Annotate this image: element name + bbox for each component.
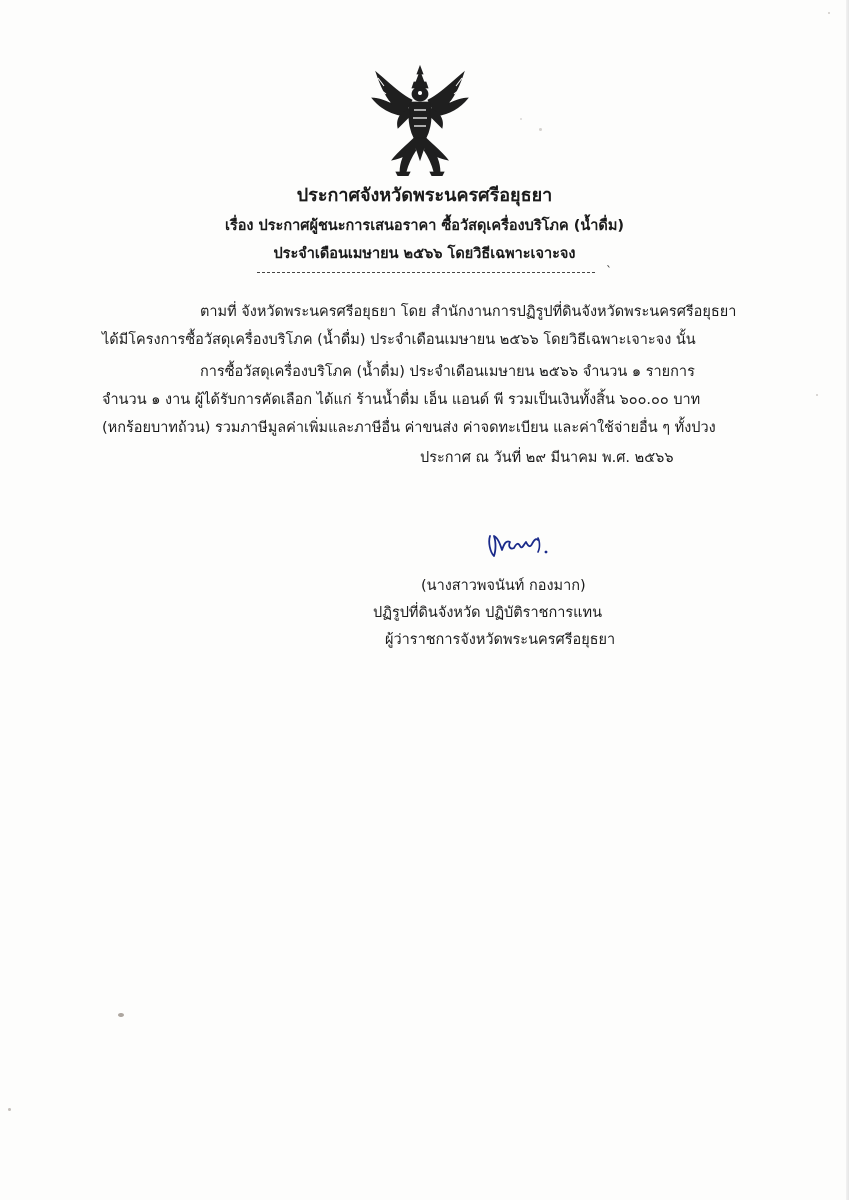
handwritten-signature xyxy=(484,528,554,560)
announcement-date: ประกาศ ณ วันที่ ๒๙ มีนาคม พ.ศ. ๒๕๖๖ xyxy=(420,450,674,466)
document-period: ประจำเดือนเมษายน ๒๕๖๖ โดยวิธีเฉพาะเจาะจง xyxy=(273,246,576,262)
scan-speck xyxy=(816,394,818,396)
scan-speck xyxy=(828,12,830,14)
signatory-position-line-2: ผู้ว่าราชการจังหวัดพระนครศรีอยุธยา xyxy=(385,632,616,648)
header-divider xyxy=(257,272,595,273)
garuda-emblem-icon xyxy=(370,64,470,176)
paragraph-2-line-2: จำนวน ๑ งาน ผู้ได้รับการคัดเลือก ได้แก่ ร้านน้ำดื่ม เอ็น แอนด์ พี รวมเป็นเงินทั้งสิ้น ๖๐๐.๐๐ บาท xyxy=(102,392,701,408)
scan-speck xyxy=(118,1013,124,1017)
signatory-name: (นางสาวพจนันท์ กองมาก) xyxy=(421,578,586,594)
divider-mark: ` xyxy=(606,264,612,278)
document-title: ประกาศจังหวัดพระนครศรีอยุธยา xyxy=(296,185,553,206)
paragraph-1-line-2: ได้มีโครงการซื้อวัสดุเครื่องบริโภค (น้ำดื่ม) ประจำเดือนเมษายน ๒๕๖๖ โดยวิธีเฉพาะเจาะจง นั้น xyxy=(102,332,696,348)
scan-speck xyxy=(520,118,522,120)
signatory-position-line-1: ปฏิรูปที่ดินจังหวัด ปฏิบัติราชการแทน xyxy=(373,605,602,621)
paragraph-2-line-3: (หกร้อยบาทถ้วน) รวมภาษีมูลค่าเพิ่มและภาษีอื่น ค่าขนส่ง ค่าจดทะเบียน และค่าใช้จ่ายอื่น ๆ ทั้งปวง xyxy=(102,420,716,436)
paragraph-1-line-1: ตามที่ จังหวัดพระนครศรีอยุธยา โดย สำนักงานการปฏิรูปที่ดินจังหวัดพระนครศรีอยุธยา xyxy=(200,304,737,320)
scan-speck xyxy=(539,128,542,131)
document-subject: เรื่อง ประกาศผู้ชนะการเสนอราคา ซื้อวัสดุเครื่องบริโภค (น้ำดื่ม) xyxy=(224,218,625,234)
scan-speck xyxy=(8,1108,11,1111)
paragraph-2-line-1: การซื้อวัสดุเครื่องบริโภค (น้ำดื่ม) ประจำเดือนเมษายน ๒๕๖๖ จำนวน ๑ รายการ xyxy=(200,364,695,380)
